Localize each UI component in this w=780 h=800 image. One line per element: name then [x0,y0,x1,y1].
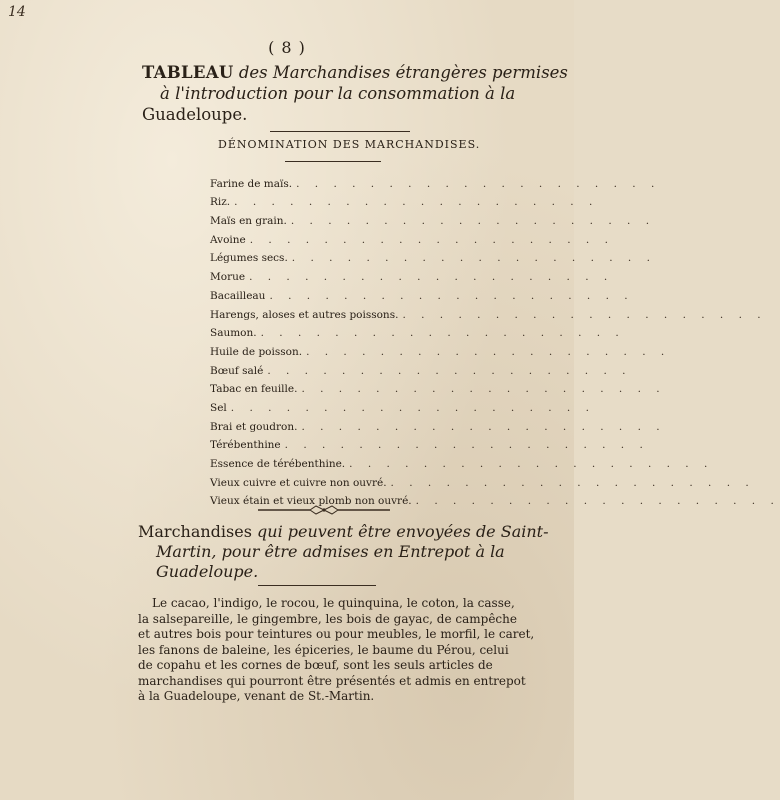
corner-handwritten-mark: 14 [8,4,26,20]
leader-dots: . . . . . . . . . . . . . . . . . . . . [249,233,614,246]
goods-label: Farine de maïs. [210,177,293,190]
title-upright-word: TABLEAU [142,63,234,82]
paragraph-line: les fanons de baleine, les épiceries, le baume du Pérou, celui [138,642,509,657]
list-item [210,321,625,340]
section-line-2: Martin, pour être admises en Entrepot à la [156,542,505,561]
leader-dots: . . . . . . . . . . . . . . . . . . . . [230,401,595,414]
page-number: ( 8 ) [268,38,306,57]
list-item [210,171,661,190]
goods-label: Légumes secs. [210,252,288,265]
leader-dots: . . . . . . . . . . . . . . . . . . . . [284,439,649,452]
list-item [210,433,649,452]
list-item [210,302,767,321]
leader-dots: . . . . . . . . . . . . . . . . . . . . [267,364,632,377]
title-line-2: à l'introduction pour la consommation à la [160,84,516,103]
leader-dots: . . . . . . . . . . . . . . . . . . . . [269,289,634,302]
title-italic-text: des Marchandises étrangères permises [233,63,568,82]
table-title [142,62,568,125]
leader-dots: . . . . . . . . . . . . . . . . . . . . [349,458,714,470]
goods-label: Tabac en feuille. [210,383,298,396]
goods-label: Avoine [210,233,246,246]
title-line-1 [142,62,568,83]
goods-label: Essence de térébenthine. [210,458,346,470]
goods-label: Riz. [210,196,231,209]
leader-dots: . . . . . . . . . . . . . . . . . . . . [301,420,666,433]
list-item [210,395,595,414]
section-line-1 [138,522,549,542]
goods-list [210,171,780,508]
section-line-3: Guadeloupe. [156,562,259,581]
list-item [210,208,656,228]
list-item [210,377,666,396]
list-item [210,246,656,265]
list-item [210,451,714,470]
goods-label: Bœuf salé [210,364,264,377]
goods-label: Vieux étain et vieux plomb non ouvré. [210,495,412,508]
goods-label: Brai et goudron. [210,420,298,433]
leader-dots: . . . . . . . . . . . . . . . . . . . . [296,177,661,190]
list-item [210,227,614,246]
title-rule [270,131,410,132]
goods-label: Sel [210,401,227,414]
leader-dots: . . . . . . . . . . . . . . . . . . . . [306,345,671,358]
goods-label: Saumon. [210,327,257,340]
list-item [210,264,614,284]
title-line-3: Guadeloupe. [142,105,248,124]
goods-label: Huile de poisson. [210,345,303,358]
list-item [210,190,599,209]
leader-dots: . . . . . . . . . . . . . . . . . . . . [415,495,780,508]
goods-label: Harengs, aloses et autres poissons. [210,308,399,321]
paragraph-line: Le cacao, l'indigo, le rocou, le quinquina, le coton, la casse, [152,596,515,610]
paragraph-line: la salsepareille, le gingembre, les bois de gayac, de campêche [138,611,517,626]
leader-dots: . . . . . . . . . . . . . . . . . . . . [234,196,599,209]
column-header: DÉNOMINATION DES MARCHANDISES. [218,138,481,151]
ornament-divider [258,503,390,517]
leader-dots: . . . . . . . . . . . . . . . . . . . . [290,215,656,228]
section-italic-text: qui peuvent être envoyées de Saint- [251,522,549,541]
goods-label: Térébenthine [210,439,281,452]
list-item [210,283,634,302]
goods-label: Vieux cuivre et cuivre non ouvré. [210,476,387,489]
paragraph-line: de copahu et les cornes de bœuf, sont les seuls articles de [138,658,493,672]
body-paragraph [138,596,538,705]
leader-dots: . . . . . . . . . . . . . . . . . . . . [260,327,625,340]
section-heading [138,522,549,582]
goods-label: Bacailleau [210,289,266,302]
goods-label: Maïs en grain. [210,215,287,228]
leader-dots: . . . . . . . . . . . . . . . . . . . . [390,476,755,489]
list-item [210,470,755,489]
leader-dots: . . . . . . . . . . . . . . . . . . . . [301,383,666,396]
leader-dots: . . . . . . . . . . . . . . . . . . . . [249,271,614,284]
leader-dots: . . . . . . . . . . . . . . . . . . . . [291,252,656,265]
list-item [210,414,666,433]
paragraph-line: et autres bois pour teintures ou pour meubles, le morfil, le caret, [138,627,535,641]
list-item [210,358,632,377]
paragraph-line: à la Guadeloupe, venant de St.-Martin. [138,689,375,703]
section-upright-word: Marchandises [138,522,252,541]
header-rule [285,161,381,162]
section-rule [258,585,376,586]
list-item [210,339,671,358]
paragraph-line: marchandises qui pourront être présentés et admis en entrepot [138,673,526,688]
leader-dots: . . . . . . . . . . . . . . . . . . . . [402,308,767,321]
goods-label: Morue [210,271,246,284]
